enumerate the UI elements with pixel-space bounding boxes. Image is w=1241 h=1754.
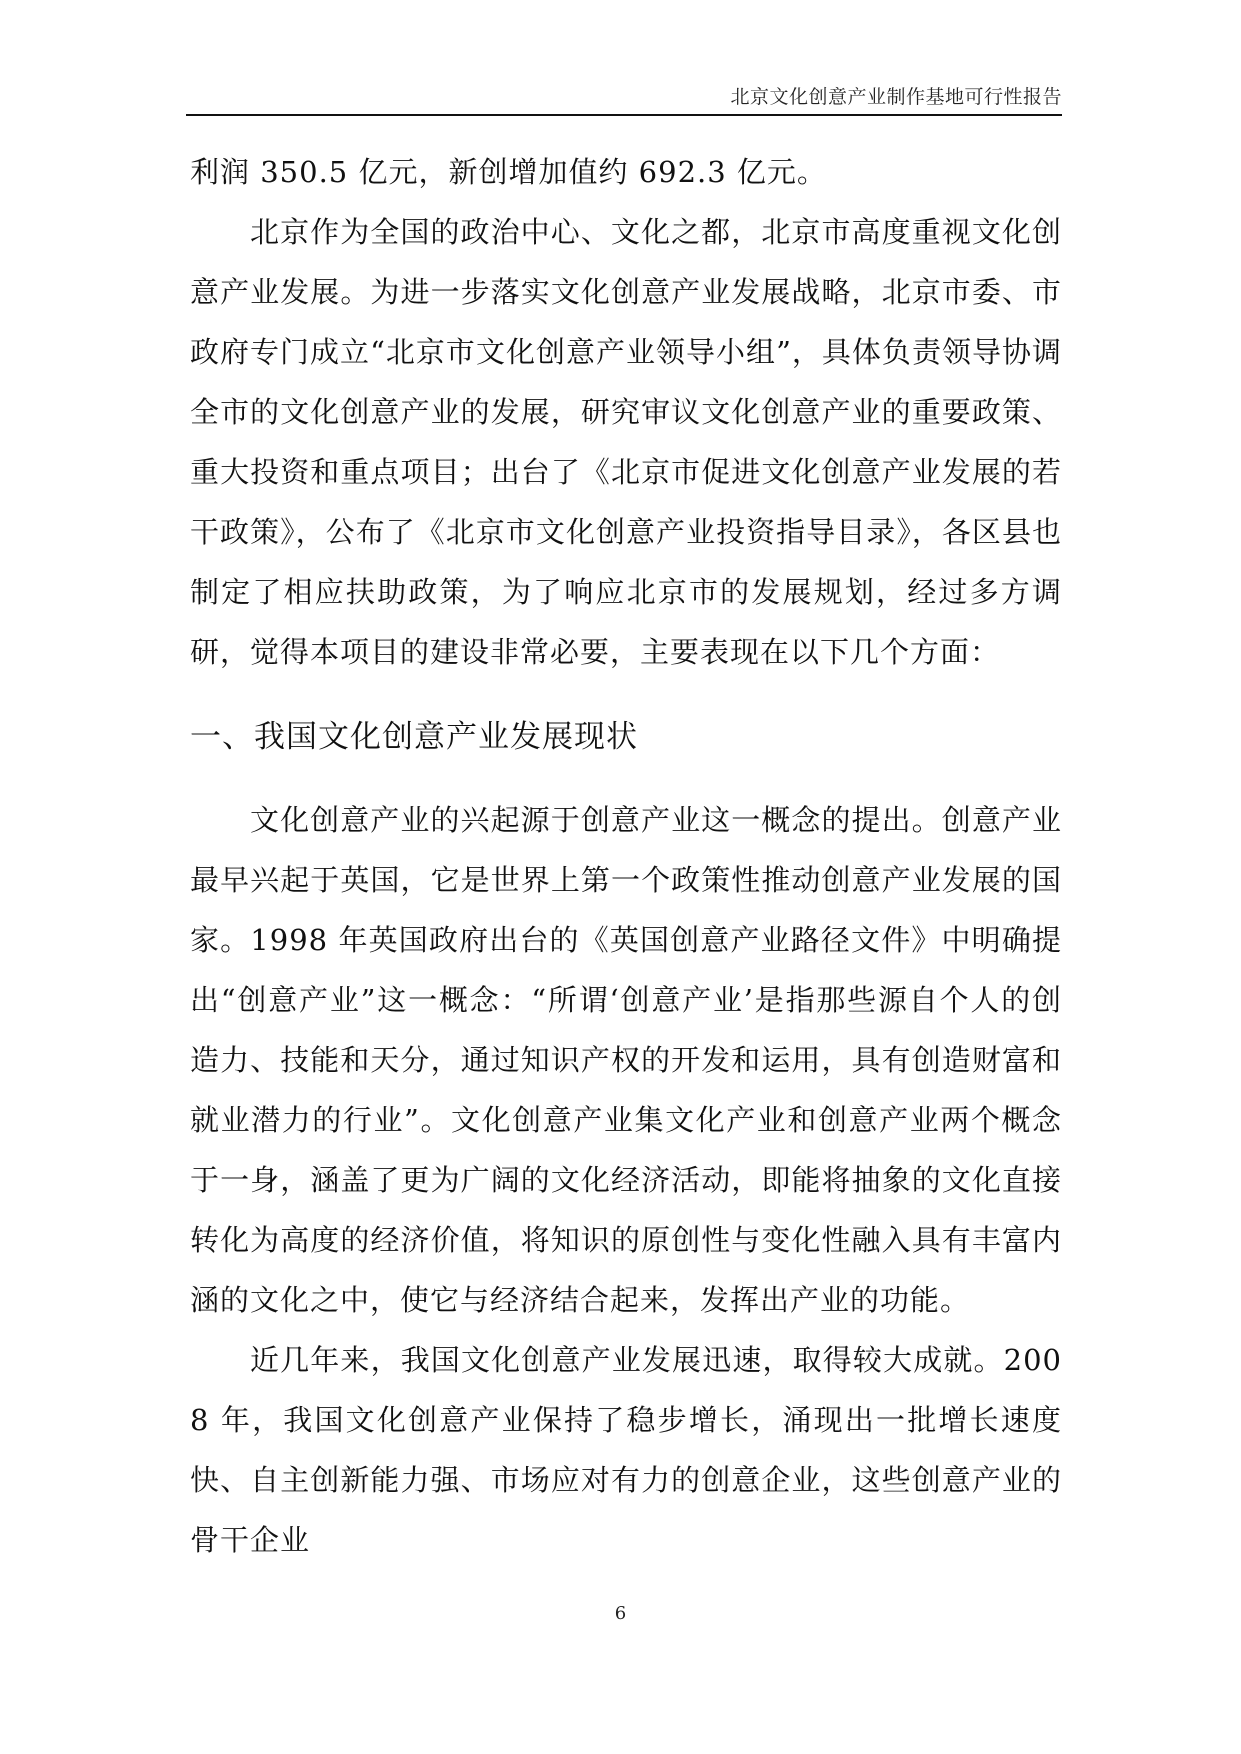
paragraph-beijing-policy: 北京作为全国的政治中心、文化之都，北京市高度重视文化创意产业发展。为进一步落实文化创意产业发展战略，北京市委、市政府专门成立“北京市文化创意产业领导小组”，具体负责领导协调全市的文化创意产业的发展，研究审议文化创意产业的重要政策、重大投资和重点项目；出台了《北京市促进文化创意产业发展的若干政策》，公布了《北京市文化创意产业投资指导目录》，各区县也制定了相应扶助政策，为了响应北京市的发展规划，经过多方调研，觉得本项目的建设非常必要，主要表现在以下几个方面： <box>190 215 1062 669</box>
page-number: 6 <box>614 1603 627 1624</box>
running-header: 北京文化创意产业制作基地可行性报告 <box>730 86 1062 108</box>
body-text <box>190 142 1062 1570</box>
paragraph-recent-development: 近几年来，我国文化创意产业发展迅速，取得较大成就。2008 年，我国文化创意产业保持了稳步增长，涌现出一批增长速度快、自主创新能力强、市场应对有力的创意企业，这些创意产业的骨干企业 <box>190 1343 1062 1557</box>
header-rule <box>186 114 1062 116</box>
paragraph-continuation: 利润 350.5 亿元，新创增加值约 692.3 亿元。 <box>190 155 827 189</box>
paragraph-industry-origin: 文化创意产业的兴起源于创意产业这一概念的提出。创意产业最早兴起于英国，它是世界上第一个政策性推动创意产业发展的国家。1998 年英国政府出台的《英国创意产业路径文件》中明确提出“创意产业”这一概念：“所谓‘创意产业’是指那些源自个人的创造力、技能和天分，通过知识产权的开发和运用，具有创造财富和就业潜力的行业”。文化创意产业集文化产业和创意产业两个概念于一身，涵盖了更为广阔的文化经济活动，即能将抽象的文化直接转化为高度的经济价值，将知识的原创性与变化性融入具有丰富内涵的文化之中，使它与经济结合起来，发挥出产业的功能。 <box>190 803 1062 1317</box>
section-heading: 一、我国文化创意产业发展现状 <box>190 719 638 755</box>
